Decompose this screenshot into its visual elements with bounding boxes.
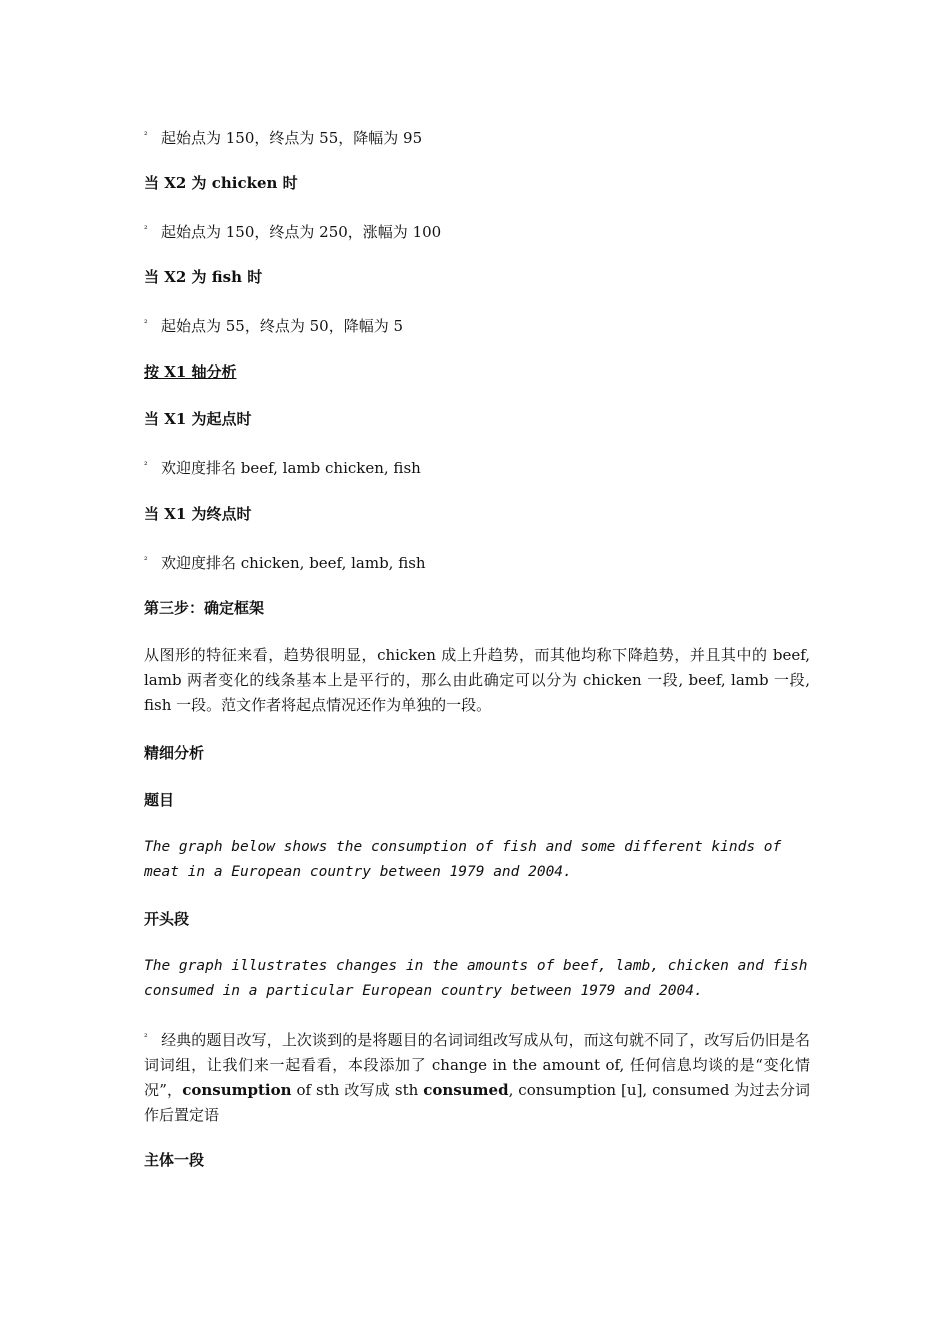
bullet-item-beef-change (144, 124, 810, 151)
bullet-mark: ² (144, 1033, 148, 1043)
note-bold-consumption: consumption (182, 1081, 292, 1099)
bullet-mark: ² (144, 461, 148, 471)
bullet-item-end-ranking (144, 549, 810, 576)
bullet-item-chicken-change (144, 218, 810, 245)
heading-detailed-analysis: 精细分析 (144, 744, 205, 762)
heading-x2-fish: 当 X2 为 fish 时 (144, 268, 263, 286)
bullet-mark: ² (144, 556, 148, 566)
bullet-item-fish-change (144, 312, 810, 339)
bullet-item-rewrite-note (144, 1026, 810, 1128)
bullet-mark: ² (144, 131, 148, 141)
heading-x1-analysis: 按 X1 轴分析 (144, 363, 237, 381)
heading-step-three: 第三步：确定框架 (144, 599, 265, 617)
heading-introduction: 开头段 (144, 910, 190, 928)
heading-x1-end: 当 X1 为终点时 (144, 505, 252, 523)
note-text-part3: , consumption [u], consumed 为过去分词作后置定语 (144, 1081, 811, 1124)
bullet-text: 起始点为 150，终点为 250，涨幅为 100 (161, 223, 442, 241)
paragraph-framework: 从图形的特征来看，趋势很明显，chicken 成上升趋势，而其他均称下降趋势，并且其中的 beef, lamb 两者变化的线条基本上是平行的，那么由此确定可以分为 chicken 一段, beef, lamb 一段, fish 一段。范文作者将起点情况还作为单独的一段。 (144, 646, 810, 714)
note-text-part2: of sth 改写成 sth (291, 1081, 424, 1099)
question-text: The graph below shows the consumption of fish and some different kinds of meat in a European country between 1979 and 2004. (144, 839, 782, 880)
heading-question: 题目 (144, 791, 175, 809)
bullet-text: 起始点为 150，终点为 55，降幅为 95 (161, 129, 423, 147)
heading-body-paragraph-one: 主体一段 (144, 1151, 205, 1169)
bullet-text: 欢迎度排名 beef, lamb chicken, fish (161, 459, 421, 477)
heading-x1-start: 当 X1 为起点时 (144, 410, 252, 428)
bullet-mark: ² (144, 225, 148, 235)
bullet-text: 起始点为 55，终点为 50，降幅为 5 (161, 317, 404, 335)
heading-x2-chicken: 当 X2 为 chicken 时 (144, 174, 298, 192)
note-bold-consumed: consumed (423, 1081, 509, 1099)
bullet-item-start-ranking (144, 454, 810, 481)
introduction-text: The graph illustrates changes in the amounts of beef, lamb, chicken and fish consumed in a particular European country between 1979 and 2004. (144, 958, 808, 999)
bullet-text: 欢迎度排名 chicken, beef, lamb, fish (161, 554, 426, 572)
note-text-part1: 经典的题目改写，上次谈到的是将题目的名词词组改写成从句，而这句就不同了，改写后仍旧是名词词组，让我们来一起看看，本段添加了 change in the amount of, 任何信息均谈的是“变化情况”， (144, 1031, 810, 1099)
bullet-mark: ² (144, 319, 148, 329)
